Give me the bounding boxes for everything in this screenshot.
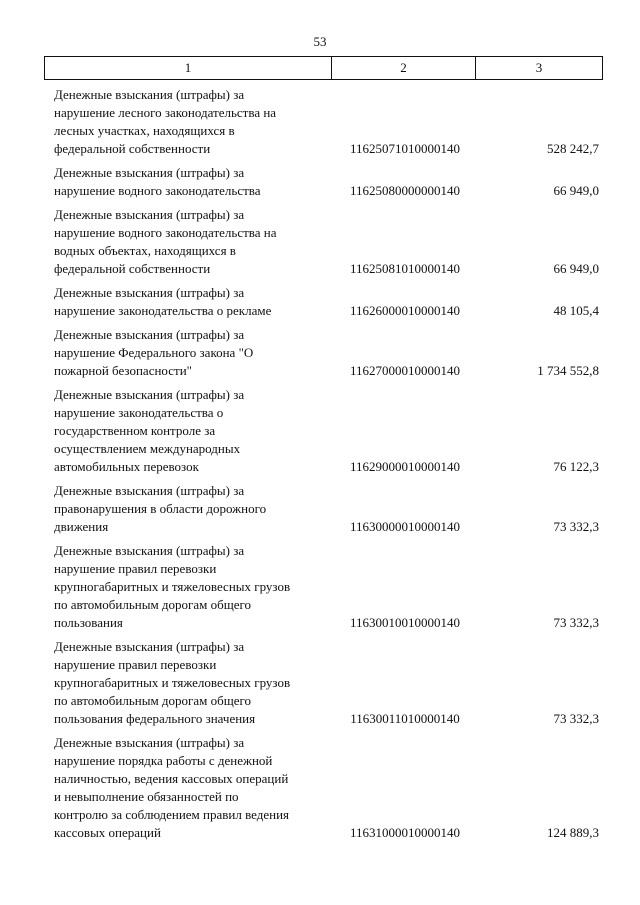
column-header-3: 3 <box>476 57 603 80</box>
row-code: 11630010010000140 <box>349 615 461 630</box>
row-code: 11625080000000140 <box>349 183 461 198</box>
table-row <box>54 164 599 200</box>
row-amount: 124 889,3 <box>547 825 599 840</box>
row-amount: 48 105,4 <box>553 303 599 318</box>
row-amount: 66 949,0 <box>553 183 599 198</box>
table-row <box>54 542 599 632</box>
row-code: 11631000010000140 <box>349 825 461 840</box>
row-code: 11629000010000140 <box>349 459 461 474</box>
row-description: Денежные взыскания (штрафы) за нарушение правил перевозки крупногабаритных и тяжеловесных грузов по автомобильным дорогам общего пользования федерального значения <box>54 639 291 726</box>
row-description: Денежные взыскания (штрафы) за правонарушения в области дорожного движения <box>54 483 267 534</box>
table-row <box>54 482 599 536</box>
table-body <box>54 86 599 848</box>
table-row <box>54 206 599 278</box>
row-amount: 528 242,7 <box>547 141 599 156</box>
row-code: 11625081010000140 <box>349 261 461 276</box>
table-row <box>54 386 599 476</box>
row-description: Денежные взыскания (штрафы) за нарушение законодательства о государственном контроле за осуществлением международных автомобильных перевозок <box>54 387 245 474</box>
row-amount: 73 332,3 <box>553 519 599 534</box>
row-amount: 66 949,0 <box>553 261 599 276</box>
column-header-table <box>44 56 603 80</box>
row-description: Денежные взыскания (штрафы) за нарушение водного законодательства <box>54 165 261 198</box>
table-row <box>54 284 599 320</box>
column-header-2: 2 <box>332 57 476 80</box>
table-row <box>54 734 599 842</box>
row-description: Денежные взыскания (штрафы) за нарушение правил перевозки крупногабаритных и тяжеловесных грузов по автомобильным дорогам общего пользования <box>54 543 291 630</box>
table-row <box>54 638 599 728</box>
table-row <box>54 326 599 380</box>
row-code: 11626000010000140 <box>349 303 461 318</box>
row-code: 11627000010000140 <box>349 363 461 378</box>
column-header-1: 1 <box>45 57 332 80</box>
row-amount: 1 734 552,8 <box>537 363 599 378</box>
row-amount: 76 122,3 <box>553 459 599 474</box>
row-description: Денежные взыскания (штрафы) за нарушение порядка работы с денежной наличностью, ведения кассовых операций и невыполнение обязанностей по контролю за соблюдением правил ведения кассовых операций <box>54 735 290 840</box>
row-description: Денежные взыскания (штрафы) за нарушение законодательства о рекламе <box>54 285 272 318</box>
row-amount: 73 332,3 <box>553 711 599 726</box>
row-amount: 73 332,3 <box>553 615 599 630</box>
row-code: 11630011010000140 <box>350 711 460 726</box>
row-code: 11630000010000140 <box>349 519 461 534</box>
column-header-row <box>45 57 603 80</box>
row-code: 11625071010000140 <box>349 141 461 156</box>
row-description: Денежные взыскания (штрафы) за нарушение водного законодательства на водных объектах, находящихся в федеральной собственности <box>54 207 277 276</box>
row-description: Денежные взыскания (штрафы) за нарушение лесного законодательства на лесных участках, находящихся в федеральной собственности <box>54 87 277 156</box>
page-number: 53 <box>313 34 327 49</box>
row-description: Денежные взыскания (штрафы) за нарушение Федерального закона "О пожарной безопасности" <box>54 327 254 378</box>
table-row <box>54 86 599 158</box>
